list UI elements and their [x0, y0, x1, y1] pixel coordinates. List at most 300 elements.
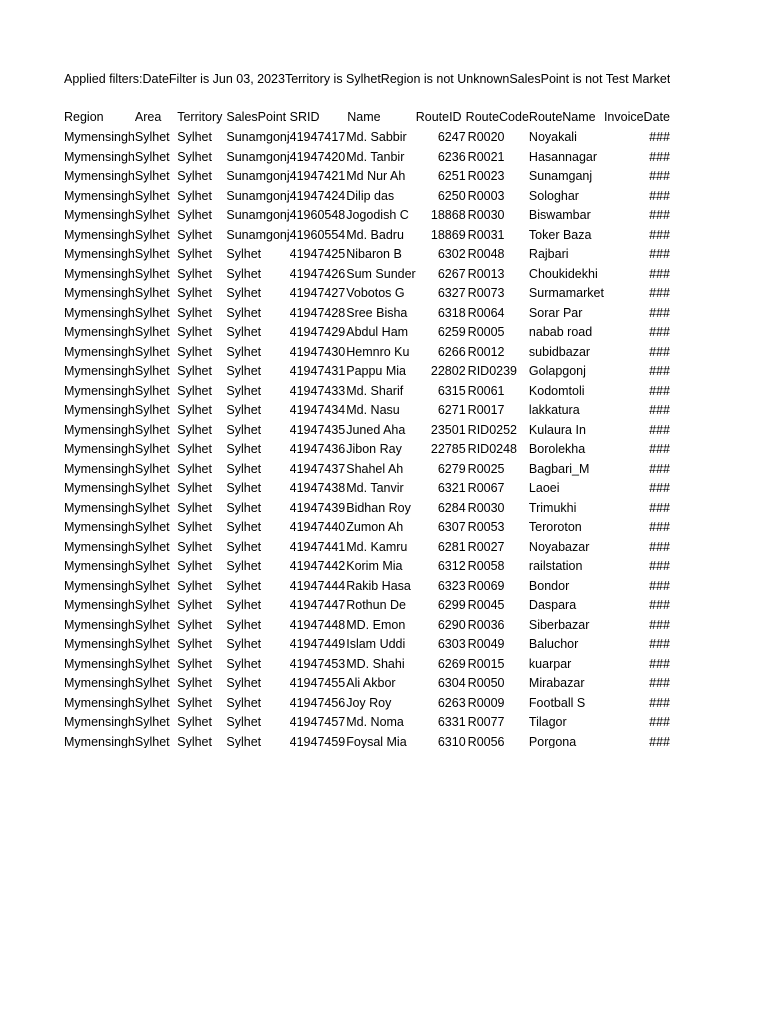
cell-routecode: RID0252 — [467, 422, 518, 437]
cell-name: MD. Shahi — [346, 656, 405, 671]
cell-region: Mymensingh — [64, 461, 135, 476]
cell-srid: 41947425 — [289, 247, 346, 261]
cell-name: Jogodish C — [346, 208, 409, 222]
cell-region: Mymensingh — [64, 266, 135, 281]
cell-routeid: 6279 — [437, 461, 466, 476]
cell-srid: 41947449 — [289, 637, 346, 651]
cell-salespoint: Sylhet — [226, 695, 262, 710]
cell-region: Mymensingh — [64, 227, 135, 242]
cell-area: Sylhet — [134, 227, 170, 242]
cell-invoicedate: ### — [649, 364, 670, 378]
cell-invoicedate: ### — [649, 169, 670, 183]
cell-routecode: R0003 — [467, 188, 505, 203]
cell-region: Mymensingh — [64, 656, 135, 671]
cell-invoicedate: ### — [649, 598, 670, 612]
cell-salespoint: Sylhet — [226, 305, 262, 320]
table-row — [64, 674, 670, 694]
cell-territory: Sylhet — [177, 598, 212, 612]
table-row — [64, 128, 670, 148]
cell-routename: Noyakali — [528, 130, 577, 144]
cell-name: Md Nur Ah — [346, 169, 406, 183]
cell-region: Mymensingh — [64, 559, 135, 573]
cell-invoicedate: ### — [649, 637, 670, 651]
table-row — [64, 655, 670, 675]
cell-name: Jibon Ray — [346, 442, 402, 456]
cell-salespoint: Sylhet — [226, 286, 262, 300]
cell-salespoint: Sylhet — [226, 598, 262, 612]
cell-area: Sylhet — [134, 676, 170, 690]
table-row — [64, 245, 670, 265]
cell-routecode: R0021 — [467, 149, 505, 164]
cell-routename: Toker Baza — [528, 227, 592, 242]
cell-srid: 41947444 — [289, 578, 346, 593]
cell-srid: 41960554 — [289, 227, 346, 242]
cell-region: Mymensingh — [64, 383, 135, 398]
cell-routeid: 6266 — [437, 344, 466, 359]
cell-routename: kuarpar — [528, 656, 572, 671]
cell-salespoint: Sunamgonj — [226, 149, 290, 164]
cell-invoicedate: ### — [649, 695, 670, 710]
cell-srid: 41947448 — [289, 617, 346, 632]
table-row — [64, 382, 670, 402]
cell-salespoint: Sylhet — [226, 500, 262, 515]
table-row — [64, 343, 670, 363]
cell-routecode: R0058 — [467, 559, 505, 573]
cell-salespoint: Sylhet — [226, 403, 262, 417]
cell-srid: 41947429 — [289, 325, 346, 339]
cell-region: Mymensingh — [64, 637, 135, 651]
cell-srid: 41947426 — [289, 266, 346, 281]
cell-routename: Choukidekhi — [528, 266, 598, 281]
cell-territory: Sylhet — [177, 461, 212, 476]
cell-routecode: RID0248 — [467, 442, 518, 456]
cell-invoicedate: ### — [649, 422, 670, 437]
cell-invoicedate: ### — [649, 305, 670, 320]
cell-name: Bidhan Roy — [346, 500, 411, 515]
cell-salespoint: Sylhet — [226, 247, 262, 261]
table-row — [64, 323, 670, 343]
cell-routename: Siberbazar — [528, 617, 590, 632]
cell-region: Mymensingh — [64, 364, 135, 378]
cell-area: Sylhet — [134, 734, 170, 748]
cell-routecode: R0077 — [467, 715, 505, 729]
cell-routeid: 6284 — [437, 500, 466, 515]
cell-salespoint: Sylhet — [226, 325, 262, 339]
cell-area: Sylhet — [134, 695, 170, 710]
cell-invoicedate: ### — [649, 149, 670, 164]
cell-salespoint: Sylhet — [226, 266, 262, 281]
cell-name: Hemnro Ku — [346, 344, 410, 359]
cell-area: Sylhet — [134, 422, 170, 437]
cell-area: Sylhet — [134, 461, 170, 476]
cell-territory: Sylhet — [177, 305, 212, 320]
cell-area: Sylhet — [134, 344, 170, 359]
cell-routename: Baluchor — [528, 637, 579, 651]
cell-routecode: R0015 — [467, 656, 505, 671]
table-row — [64, 167, 670, 187]
cell-routeid: 6290 — [437, 617, 466, 632]
cell-routename: Sunamganj — [528, 169, 593, 183]
applied-filters-text: Applied filters:DateFilter is Jun 03, 2023Territory is SylhetRegion is not UnknownSalesPoint is not Test Market — [64, 72, 670, 86]
cell-routecode: R0009 — [467, 695, 505, 710]
cell-territory: Sylhet — [177, 188, 212, 203]
cell-routeid: 6281 — [437, 539, 466, 554]
cell-territory: Sylhet — [177, 539, 212, 554]
cell-name: Nibaron B — [346, 247, 402, 261]
cell-routename: Daspara — [528, 598, 577, 612]
cell-routeid: 6307 — [437, 520, 466, 534]
cell-region: Mymensingh — [64, 130, 135, 144]
cell-routeid: 6303 — [437, 637, 466, 651]
cell-invoicedate: ### — [649, 734, 670, 748]
col-header-routeid: RouteID — [415, 110, 462, 124]
cell-name: Joy Roy — [346, 695, 392, 710]
cell-territory: Sylhet — [177, 364, 212, 378]
cell-routecode: R0023 — [467, 169, 505, 183]
cell-territory: Sylhet — [177, 286, 212, 300]
cell-routename: Sorar Par — [528, 305, 583, 320]
cell-srid: 41947417 — [289, 130, 346, 144]
cell-territory: Sylhet — [177, 500, 212, 515]
col-header-area: Area — [134, 110, 162, 124]
cell-routeid: 6321 — [437, 481, 466, 495]
cell-salespoint: Sunamgonj — [226, 208, 290, 222]
cell-invoicedate: ### — [649, 676, 670, 690]
cell-routename: Biswambar — [528, 208, 591, 222]
cell-name: Md. Noma — [346, 715, 404, 729]
table-row — [64, 265, 670, 285]
cell-routename: lakkatura — [528, 403, 580, 417]
table-row — [64, 577, 670, 597]
cell-region: Mymensingh — [64, 578, 135, 593]
cell-area: Sylhet — [134, 559, 170, 573]
cell-salespoint: Sunamgonj — [226, 169, 290, 183]
cell-territory: Sylhet — [177, 247, 212, 261]
cell-routename: Bagbari_M — [528, 461, 590, 476]
cell-routecode: R0020 — [467, 130, 505, 144]
cell-routename: Porgona — [528, 734, 577, 748]
cell-territory: Sylhet — [177, 734, 212, 748]
cell-routeid: 22785 — [430, 442, 466, 456]
table-body — [64, 128, 670, 748]
cell-routeid: 6302 — [437, 247, 466, 261]
cell-salespoint: Sylhet — [226, 656, 262, 671]
cell-salespoint: Sylhet — [226, 383, 262, 398]
cell-territory: Sylhet — [177, 422, 212, 437]
cell-territory: Sylhet — [177, 325, 212, 339]
cell-invoicedate: ### — [649, 578, 670, 593]
table-row — [64, 694, 670, 714]
cell-name: Sree Bisha — [346, 305, 408, 320]
cell-name: Rothun De — [346, 598, 406, 612]
cell-invoicedate: ### — [649, 442, 670, 456]
cell-territory: Sylhet — [177, 442, 212, 456]
cell-territory: Sylhet — [177, 403, 212, 417]
cell-salespoint: Sylhet — [226, 617, 262, 632]
cell-region: Mymensingh — [64, 500, 135, 515]
cell-routeid: 23501 — [430, 422, 466, 437]
cell-routename: railstation — [528, 559, 583, 573]
table-row — [64, 284, 670, 304]
cell-region: Mymensingh — [64, 247, 135, 261]
cell-area: Sylhet — [134, 325, 170, 339]
table-row — [64, 304, 670, 324]
cell-name: Islam Uddi — [346, 637, 406, 651]
cell-srid: 41947456 — [289, 695, 346, 710]
cell-routeid: 6251 — [437, 169, 466, 183]
cell-srid: 41947439 — [289, 500, 346, 515]
col-header-name: Name — [347, 110, 381, 124]
cell-invoicedate: ### — [649, 559, 670, 573]
cell-invoicedate: ### — [649, 539, 670, 554]
cell-routename: Kulaura In — [528, 422, 586, 437]
cell-routeid: 6263 — [437, 695, 466, 710]
cell-region: Mymensingh — [64, 598, 135, 612]
cell-region: Mymensingh — [64, 715, 135, 729]
cell-region: Mymensingh — [64, 481, 135, 495]
cell-salespoint: Sylhet — [226, 559, 262, 573]
cell-name: Md. Kamru — [346, 539, 408, 554]
table-row — [64, 401, 670, 421]
cell-invoicedate: ### — [649, 208, 670, 222]
cell-area: Sylhet — [134, 500, 170, 515]
table-row — [64, 421, 670, 441]
cell-territory: Sylhet — [177, 559, 212, 573]
cell-srid: 41947420 — [289, 149, 346, 164]
cell-invoicedate: ### — [649, 403, 670, 417]
cell-region: Mymensingh — [64, 539, 135, 554]
cell-routeid: 6327 — [437, 286, 466, 300]
cell-routeid: 6304 — [437, 676, 466, 690]
cell-srid: 41947424 — [289, 188, 346, 203]
cell-territory: Sylhet — [177, 149, 212, 164]
cell-routeid: 6331 — [437, 715, 466, 729]
cell-invoicedate: ### — [649, 481, 670, 495]
cell-area: Sylhet — [134, 520, 170, 534]
cell-routecode: R0030 — [467, 208, 505, 222]
cell-region: Mymensingh — [64, 617, 135, 632]
cell-routecode: R0045 — [467, 598, 505, 612]
cell-srid: 41947428 — [289, 305, 346, 320]
cell-name: Dilip das — [346, 188, 395, 203]
cell-routeid: 22802 — [430, 364, 466, 378]
cell-srid: 41947421 — [289, 169, 346, 183]
cell-area: Sylhet — [134, 598, 170, 612]
cell-routecode: R0005 — [467, 325, 505, 339]
cell-name: Sum Sunder — [346, 266, 416, 281]
cell-routename: Trimukhi — [528, 500, 577, 515]
cell-name: Vobotos G — [346, 286, 405, 300]
table-row — [64, 187, 670, 207]
cell-routename: Laoei — [528, 481, 560, 495]
cell-salespoint: Sunamgonj — [226, 227, 290, 242]
cell-routeid: 6315 — [437, 383, 466, 398]
cell-invoicedate: ### — [649, 188, 670, 203]
cell-routecode: R0061 — [467, 383, 505, 398]
cell-salespoint: Sylhet — [226, 539, 262, 554]
cell-routeid: 6318 — [437, 305, 466, 320]
cell-routecode: R0053 — [467, 520, 505, 534]
cell-routecode: R0036 — [467, 617, 505, 632]
cell-srid: 41947453 — [289, 656, 346, 671]
cell-routename: Golapgonj — [528, 364, 586, 378]
cell-region: Mymensingh — [64, 188, 135, 203]
cell-routecode: R0025 — [467, 461, 505, 476]
cell-routeid: 18868 — [430, 208, 466, 222]
cell-routename: Sologhar — [528, 188, 579, 203]
cell-territory: Sylhet — [177, 578, 212, 593]
table-row — [64, 226, 670, 246]
cell-routename: Tilagor — [528, 715, 567, 729]
cell-invoicedate: ### — [649, 344, 670, 359]
cell-salespoint: Sylhet — [226, 520, 262, 534]
cell-invoicedate: ### — [649, 286, 670, 300]
cell-area: Sylhet — [134, 286, 170, 300]
table-row — [64, 596, 670, 616]
cell-territory: Sylhet — [177, 169, 212, 183]
cell-area: Sylhet — [134, 208, 170, 222]
cell-region: Mymensingh — [64, 208, 135, 222]
cell-routename: Hasannagar — [528, 149, 598, 164]
cell-routecode: RID0239 — [467, 364, 518, 378]
cell-invoicedate: ### — [649, 461, 670, 476]
col-header-region: Region — [64, 110, 104, 124]
cell-name: Pappu Mia — [346, 364, 406, 378]
cell-salespoint: Sylhet — [226, 364, 262, 378]
cell-name: Juned Aha — [346, 422, 406, 437]
cell-area: Sylhet — [134, 617, 170, 632]
cell-srid: 41947434 — [289, 403, 346, 417]
cell-routename: nabab road — [528, 325, 593, 339]
col-header-invoicedate: InvoiceDate — [603, 110, 670, 124]
cell-name: Md. Sharif — [346, 383, 404, 398]
cell-invoicedate: ### — [649, 520, 670, 534]
col-header-srid: SRID — [289, 110, 320, 124]
cell-routeid: 6267 — [437, 266, 466, 281]
cell-srid: 41947433 — [289, 383, 346, 398]
cell-region: Mymensingh — [64, 169, 135, 183]
cell-name: Md. Tanbir — [346, 149, 405, 164]
cell-routecode: R0069 — [467, 578, 505, 593]
cell-routename: subidbazar — [528, 344, 591, 359]
cell-territory: Sylhet — [177, 617, 212, 632]
cell-invoicedate: ### — [649, 500, 670, 515]
table-row — [64, 440, 670, 460]
cell-area: Sylhet — [134, 169, 170, 183]
cell-area: Sylhet — [134, 130, 170, 144]
table-row — [64, 635, 670, 655]
cell-salespoint: Sylhet — [226, 715, 262, 729]
cell-srid: 41960548 — [289, 208, 346, 222]
cell-region: Mymensingh — [64, 325, 135, 339]
cell-region: Mymensingh — [64, 676, 135, 690]
cell-invoicedate: ### — [649, 325, 670, 339]
cell-name: Md. Sabbir — [346, 130, 407, 144]
cell-area: Sylhet — [134, 578, 170, 593]
cell-invoicedate: ### — [649, 247, 670, 261]
cell-srid: 41947442 — [289, 559, 346, 573]
cell-area: Sylhet — [134, 656, 170, 671]
cell-name: Md. Tanvir — [346, 481, 404, 495]
header-row — [64, 106, 670, 128]
cell-routename: Football S — [528, 695, 586, 710]
cell-routecode: R0030 — [467, 500, 505, 515]
cell-name: Md. Nasu — [346, 403, 400, 417]
cell-routecode: R0027 — [467, 539, 505, 554]
cell-area: Sylhet — [134, 403, 170, 417]
cell-invoicedate: ### — [649, 715, 670, 729]
cell-srid: 41947440 — [289, 520, 346, 534]
cell-routeid: 6250 — [437, 188, 466, 203]
spreadsheet — [64, 68, 670, 748]
cell-salespoint: Sunamgonj — [226, 130, 290, 144]
cell-territory: Sylhet — [177, 344, 212, 359]
cell-routeid: 6247 — [437, 130, 466, 144]
cell-salespoint: Sylhet — [226, 734, 262, 748]
cell-area: Sylhet — [134, 266, 170, 281]
cell-invoicedate: ### — [649, 130, 670, 144]
cell-srid: 41947436 — [289, 442, 346, 456]
table-row — [64, 479, 670, 499]
cell-routeid: 6312 — [437, 559, 466, 573]
cell-region: Mymensingh — [64, 344, 135, 359]
cell-routename: Kodomtoli — [528, 383, 585, 398]
cell-srid: 41947430 — [289, 344, 346, 359]
cell-salespoint: Sylhet — [226, 481, 262, 495]
cell-routecode: R0064 — [467, 305, 505, 320]
cell-name: Ali Akbor — [346, 676, 396, 690]
cell-name: Zumon Ah — [346, 520, 404, 534]
cell-routecode: R0073 — [467, 286, 505, 300]
cell-routeid: 6259 — [437, 325, 466, 339]
cell-routecode: R0012 — [467, 344, 505, 359]
cell-routeid: 6299 — [437, 598, 466, 612]
cell-routename: Teroroton — [528, 520, 582, 534]
cell-region: Mymensingh — [64, 520, 135, 534]
cell-routename: Noyabazar — [528, 539, 590, 554]
table-row — [64, 460, 670, 480]
cell-territory: Sylhet — [177, 266, 212, 281]
cell-name: Rakib Hasa — [346, 578, 411, 593]
cell-territory: Sylhet — [177, 208, 212, 222]
cell-salespoint: Sylhet — [226, 442, 262, 456]
cell-routename: Bondor — [528, 578, 570, 593]
cell-invoicedate: ### — [649, 383, 670, 398]
cell-name: Korim Mia — [346, 559, 403, 573]
cell-territory: Sylhet — [177, 481, 212, 495]
cell-area: Sylhet — [134, 305, 170, 320]
cell-salespoint: Sylhet — [226, 676, 262, 690]
cell-srid: 41947435 — [289, 422, 346, 437]
cell-routeid: 6310 — [437, 734, 466, 748]
table-row — [64, 499, 670, 519]
cell-name: MD. Emon — [346, 617, 406, 632]
cell-territory: Sylhet — [177, 227, 212, 242]
cell-routename: Surmamarket — [528, 286, 604, 300]
cell-name: Md. Badru — [346, 227, 404, 242]
table-row — [64, 148, 670, 168]
cell-routeid: 6271 — [437, 403, 466, 417]
cell-region: Mymensingh — [64, 149, 135, 164]
cell-region: Mymensingh — [64, 403, 135, 417]
cell-salespoint: Sylhet — [226, 344, 262, 359]
table-row — [64, 518, 670, 538]
cell-routeid: 6269 — [437, 656, 466, 671]
cell-salespoint: Sylhet — [226, 637, 262, 651]
cell-routecode: R0049 — [467, 637, 505, 651]
cell-area: Sylhet — [134, 149, 170, 164]
cell-salespoint: Sylhet — [226, 461, 262, 476]
